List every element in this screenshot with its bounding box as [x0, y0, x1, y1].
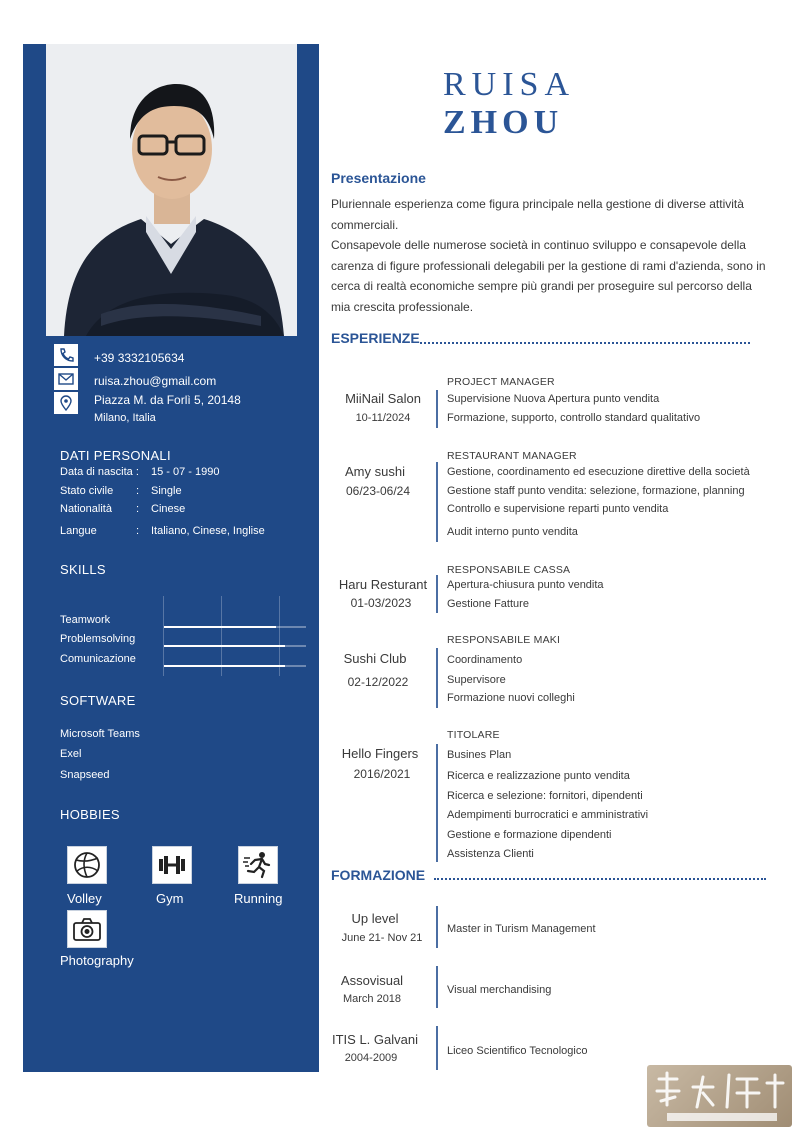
timeline-line [436, 390, 438, 428]
experience-heading: ESPERIENZE [331, 330, 420, 346]
timeline-line [436, 462, 438, 542]
job-date: 02-12/2022 [347, 675, 409, 689]
education-course: Visual merchandising [447, 984, 552, 996]
job-role: TITOLARE [447, 729, 500, 741]
job-company: Amy sushi [345, 464, 405, 479]
job-date: 2016/2021 [353, 767, 411, 781]
education-school: Assovisual [340, 973, 404, 988]
skill-grid-line [279, 596, 280, 676]
email-address: ruisa.zhou@gmail.com [94, 374, 217, 388]
civil-status-value: Single [151, 485, 182, 497]
birth-value: 15 - 07 - 1990 [151, 466, 220, 478]
timeline-line [436, 575, 438, 613]
job-duty: Coordinamento [447, 654, 523, 666]
software-item: Snapseed [60, 769, 110, 781]
job-duty: Supervisore [447, 674, 506, 686]
job-duty: Gestione, coordinamento ed esecuzione direttive della società [447, 466, 750, 478]
job-company: Hello Fingers [341, 746, 419, 761]
colon: : [136, 503, 140, 515]
job-company: Haru Resturant [338, 577, 428, 592]
education-date: 2004-2009 [344, 1052, 398, 1064]
volleyball-icon [67, 846, 107, 884]
job-role: RESPONSABILE CASSA [447, 564, 571, 576]
job-duty: Formazione, supporto, controllo standard qualitativo [447, 412, 701, 424]
language-label: Langue [60, 525, 97, 537]
camera-icon [67, 910, 107, 948]
skill-label-teamwork: Teamwork [60, 614, 111, 626]
presentation-heading: Presentazione [331, 170, 426, 186]
education-school: ITIS L. Galvani [332, 1032, 418, 1047]
nationality-value: Cinese [151, 503, 186, 515]
envelope-icon [54, 368, 78, 390]
presentation-text [331, 194, 771, 317]
timeline-line [436, 648, 438, 708]
birth-label: Data di nascita : [60, 466, 139, 478]
job-duty: Ricerca e realizzazione punto vendita [447, 770, 630, 782]
language-value: Italiano, Cinese, Inglise [151, 525, 265, 537]
skill-bar-comunicazione [164, 665, 306, 667]
job-company: MiiNail Salon [345, 391, 421, 406]
profile-photo [46, 44, 297, 336]
job-date: 06/23-06/24 [345, 484, 411, 498]
hobbies-heading: HOBBIES [60, 807, 120, 822]
civil-status-label: Stato civile [60, 485, 114, 497]
job-role: RESPONSABILE MAKI [447, 634, 561, 646]
job-role: PROJECT MANAGER [447, 376, 555, 388]
nationality-label: Nationalità [60, 503, 112, 515]
personal-data-heading: DATI PERSONALI [60, 448, 171, 463]
section-divider [434, 878, 766, 880]
dumbbell-icon [152, 846, 192, 884]
hobby-label-gym: Gym [156, 891, 184, 906]
education-course: Liceo Scientifico Tecnologico [447, 1045, 588, 1057]
education-date: March 2018 [342, 993, 402, 1005]
skill-grid-line [221, 596, 222, 676]
job-duty: Apertura-chiusura punto vendita [447, 579, 604, 591]
software-item: Exel [60, 748, 82, 760]
timeline-line [436, 744, 438, 862]
job-duty: Supervisione Nuova Apertura punto vendita [447, 393, 660, 405]
phone-number: +39 3332105634 [94, 351, 185, 365]
colon: : [136, 485, 140, 497]
job-duty: Gestione staff punto vendita: selezione, formazione, planning [447, 485, 745, 497]
software-item: Microsoft Teams [60, 728, 140, 740]
software-heading: SOFTWARE [60, 693, 136, 708]
timeline-line [436, 1026, 438, 1070]
job-duty: Audit interno punto vendita [447, 526, 578, 538]
presentation-paragraph: Pluriennale esperienza come figura principale nella gestione di diverse attività commerciali. [331, 197, 744, 232]
job-role: RESTAURANT MANAGER [447, 450, 577, 462]
phone-icon [54, 344, 78, 366]
location-pin-icon [54, 392, 78, 414]
job-duty: Assistenza Clienti [447, 848, 534, 860]
skill-label-comunicazione: Comunicazione [60, 653, 136, 665]
hobby-label-volley: Volley [67, 891, 102, 906]
education-course: Master in Turism Management [447, 923, 596, 935]
skill-bar-teamwork [164, 626, 306, 628]
timeline-line [436, 906, 438, 948]
job-date: 01-03/2023 [350, 596, 412, 610]
hobby-label-photography: Photography [60, 953, 134, 968]
job-duty: Gestione e formazione dipendenti [447, 829, 612, 841]
presentation-paragraph: Consapevole delle numerose società in continuo sviluppo e consapevole della carenza di figure professionali delegabili per la gestione di rami d'azienda, sono in cerca di realtà economiche sempre più grandi per proseguire sul percorso della mia crescita professionale. [331, 238, 766, 314]
education-school: Up level [351, 911, 399, 926]
hobby-label-running: Running [234, 891, 283, 906]
timeline-line [436, 966, 438, 1008]
first-name: RUISA [443, 66, 576, 103]
job-date: 10-11/2024 [355, 412, 411, 424]
skill-label-problemsolving: Problemsolving [60, 633, 136, 645]
job-duty: Gestione Fatture [447, 598, 529, 610]
section-divider [420, 342, 750, 344]
job-duty: Controllo e supervisione reparti punto vendita [447, 503, 669, 515]
address-line1: Piazza M. da Forlì 5, 20148 [94, 393, 241, 407]
job-duty: Busines Plan [447, 749, 512, 761]
runner-icon [238, 846, 278, 884]
job-company: Sushi Club [343, 651, 407, 666]
watermark-logo [647, 1065, 792, 1127]
skill-bar-problemsolving [164, 645, 306, 647]
job-duty: Formazione nuovi colleghi [447, 692, 575, 704]
sidebar [23, 44, 319, 1072]
education-heading: FORMAZIONE [331, 867, 426, 883]
colon: : [136, 525, 140, 537]
last-name: ZHOU [443, 104, 564, 141]
skill-grid-line [163, 596, 164, 676]
address-line2: Milano, Italia [94, 412, 156, 424]
skills-heading: SKILLS [60, 562, 106, 577]
job-duty: Ricerca e selezione: fornitori, dipendenti [447, 790, 643, 802]
education-date: June 21- Nov 21 [341, 932, 423, 944]
job-duty: Adempimenti burrocratici e amministrativi [447, 809, 649, 821]
